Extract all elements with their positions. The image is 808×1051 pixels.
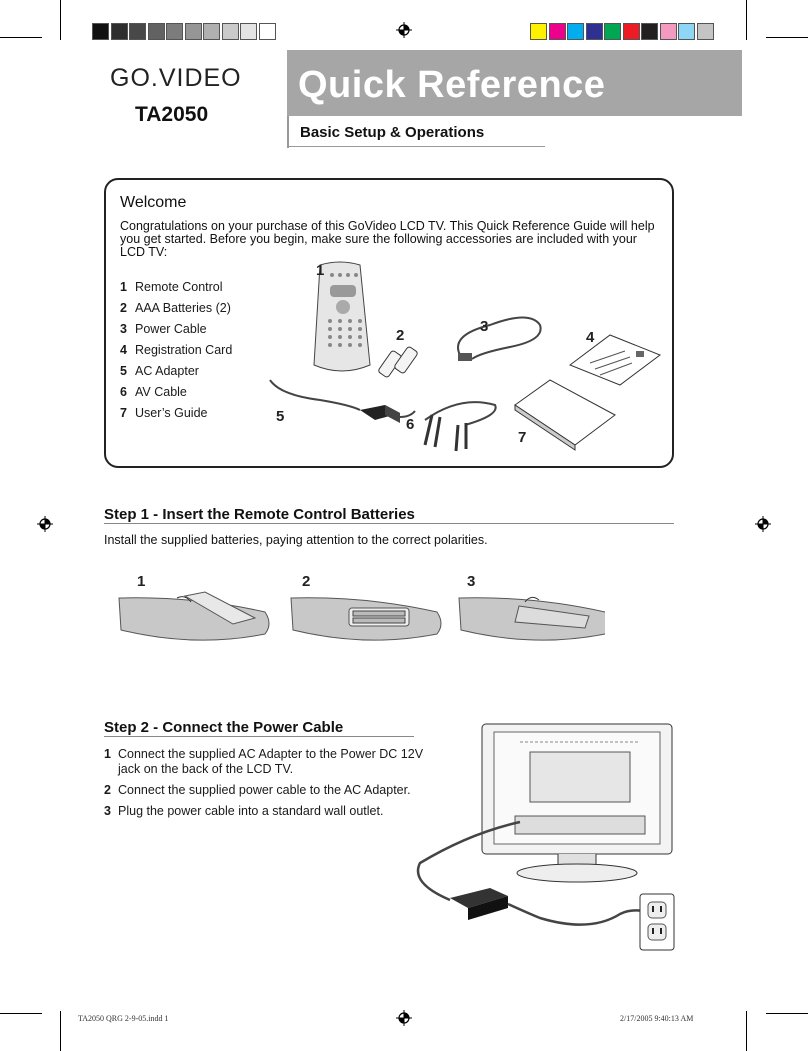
divider [287,146,545,147]
crop-mark [60,1011,61,1051]
item-number: 3 [120,322,127,336]
step2-heading [104,719,343,736]
color-swatch [678,23,695,40]
crop-mark [746,1011,747,1051]
color-swatch [259,23,276,40]
color-swatch [549,23,566,40]
list-item [104,783,424,798]
list-item [104,804,424,819]
list-item [120,342,232,363]
color-swatch [185,23,202,40]
item-label: Remote Control [135,280,223,294]
ac-adapter-icon [270,380,415,423]
item-text: Connect the supplied power cable to the AC Adapter. [118,783,411,797]
av-cable-icon [425,402,496,451]
tv-power-connection-illustration [410,718,685,978]
item-label: Registration Card [135,343,233,357]
color-swatch [641,23,658,40]
ac-adapter-icon [450,888,508,920]
color-swatch [148,23,165,40]
callout-6: 6 [406,416,415,433]
plug-icon [458,353,472,361]
callout-5: 5 [276,408,285,425]
color-swatch [660,23,677,40]
remote-back-icon [119,592,269,640]
color-swatch [111,23,128,40]
item-number: 2 [120,301,127,315]
item-number: 6 [120,385,127,399]
wall-outlet-icon [640,894,674,950]
color-swatch [586,23,603,40]
crop-mark [0,37,42,38]
item-number: 5 [120,364,127,378]
registration-mark-icon [396,22,412,38]
model-number: TA2050 [135,103,209,126]
page-subtitle: Basic Setup & Operations [300,124,485,141]
item-label: AC Adapter [135,364,199,378]
item-number: 1 [120,280,127,294]
item-label: AAA Batteries (2) [135,301,231,315]
step1-title: - Insert the Remote Control Batteries [149,506,415,523]
callout-1: 1 [316,262,325,279]
figure-label-3: 3 [467,573,476,590]
users-guide-icon [515,380,615,450]
list-item [120,279,232,300]
color-swatch [240,23,257,40]
divider [104,523,674,524]
step2-title: - Connect the Power Cable [149,719,344,736]
divider [287,116,289,148]
registration-mark-icon [396,1010,412,1026]
list-item [120,405,232,426]
lcd-tv-back-icon [482,724,672,882]
callout-2: 2 [396,327,405,344]
color-swatch [92,23,109,40]
figure-label-1: 1 [137,573,146,590]
list-item [120,384,232,405]
footer-file-name: TA2050 QRG 2-9-05.indd 1 [78,1014,169,1023]
crop-mark [0,1013,42,1014]
color-swatch [530,23,547,40]
figure-label-2: 2 [302,573,311,590]
item-number: 2 [104,783,111,797]
accessories-illustration [260,255,670,465]
item-label: Power Cable [135,322,207,336]
remote-back-open-icon [291,598,441,640]
crop-mark [746,0,747,40]
item-text: Plug the power cable into a standard wall outlet. [118,804,384,818]
registration-mark-icon [755,516,771,532]
step1-description: Install the supplied batteries, paying attention to the correct polarities. [104,533,488,547]
welcome-heading: Welcome [120,194,187,211]
crop-mark [766,1013,808,1014]
remote-back-closed-icon [459,597,605,640]
list-item [120,363,232,384]
color-swatch [222,23,239,40]
divider [104,736,414,737]
crop-mark [60,0,61,40]
battery-insertion-illustration [115,588,605,650]
accessory-list [120,279,232,426]
color-swatch [567,23,584,40]
crop-mark [766,37,808,38]
item-number: 7 [120,406,127,420]
power-cable-icon [508,904,648,925]
registration-mark-icon [37,516,53,532]
power-cable-icon [458,318,541,360]
color-swatch [166,23,183,40]
color-swatch [697,23,714,40]
item-label: AV Cable [135,385,187,399]
color-swatch [203,23,220,40]
page-title: Quick Reference [298,64,606,106]
item-text: Connect the supplied AC Adapter to the Power DC 12V jack on the back of the LCD TV. [118,747,424,776]
step1-prefix: Step 1 [104,506,150,523]
callout-3: 3 [480,318,489,335]
step1-heading [104,506,415,523]
list-item [120,321,232,342]
color-swatch [623,23,640,40]
item-number: 1 [104,747,111,761]
list-item [120,300,232,321]
brand-logo: GO.VIDEO [110,64,242,92]
welcome-intro: Congratulations on your purchase of this GoVideo LCD TV. This Quick Reference Guide will help you get started. Before you begin, make sure the following accessories are included with your LCD TV: [120,219,655,259]
color-swatch [129,23,146,40]
footer-timestamp: 2/17/2005 9:40:13 AM [620,1014,694,1023]
step2-instructions [104,747,424,825]
step2-prefix: Step 2 [104,719,150,736]
list-item [104,747,424,777]
item-number: 3 [104,804,111,818]
batteries-icon [378,346,419,378]
item-label: User’s Guide [135,406,208,420]
item-number: 4 [120,343,127,357]
color-swatch [604,23,621,40]
registration-card-icon [570,335,660,385]
callout-4: 4 [586,329,595,346]
callout-7: 7 [518,429,527,446]
